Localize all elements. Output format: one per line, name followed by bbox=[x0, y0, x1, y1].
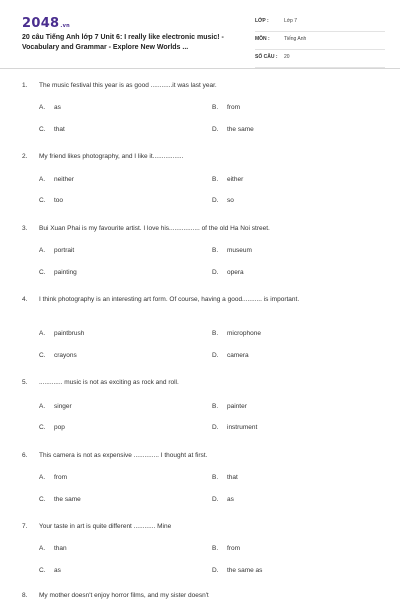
question-number: 5. bbox=[22, 379, 28, 386]
option-a[interactable] bbox=[39, 474, 67, 481]
meta-value: 20 bbox=[284, 54, 290, 60]
option-letter: C. bbox=[39, 197, 46, 204]
option-a[interactable] bbox=[39, 104, 61, 111]
option-text: too bbox=[54, 197, 64, 204]
option-text: microphone bbox=[227, 330, 261, 337]
option-text: from bbox=[227, 104, 240, 111]
site-logo[interactable] bbox=[22, 16, 70, 31]
document-title: 20 câu Tiếng Anh lớp 7 Unit 6: I really like electronic music! - Vocabulary and Grammar - Explore New Worlds ... bbox=[22, 34, 224, 51]
meta-row-subject bbox=[255, 36, 385, 50]
option-letter: C. bbox=[39, 269, 46, 276]
option-letter: D. bbox=[212, 269, 219, 276]
option-letter: C. bbox=[39, 126, 46, 133]
option-text: paintbrush bbox=[54, 330, 85, 337]
logo-tld: .vn bbox=[60, 23, 71, 29]
option-c[interactable] bbox=[39, 567, 61, 574]
meta-value: Lớp 7 bbox=[284, 18, 298, 24]
option-d[interactable] bbox=[212, 496, 234, 503]
option-letter: C. bbox=[39, 496, 46, 503]
option-letter: C. bbox=[39, 352, 46, 359]
option-b[interactable] bbox=[212, 330, 261, 337]
question-text: The music festival this year is as good ............it was last year. bbox=[39, 82, 217, 89]
option-text: museum bbox=[227, 247, 252, 254]
question-text: Your taste in art is quite different ............ Mine bbox=[39, 523, 172, 530]
document-meta bbox=[255, 18, 385, 72]
option-a[interactable] bbox=[39, 330, 84, 337]
question-stem bbox=[22, 452, 207, 459]
option-b[interactable] bbox=[212, 104, 240, 111]
question-text: Bui Xuan Phai is my favourite artist. I love his................. of the old Ha Noi street. bbox=[39, 225, 270, 232]
option-text: than bbox=[54, 545, 67, 552]
option-b[interactable] bbox=[212, 176, 243, 183]
option-text: portrait bbox=[54, 247, 75, 254]
option-text: that bbox=[54, 126, 65, 133]
option-text: instrument bbox=[227, 424, 258, 431]
question-number: 8. bbox=[22, 592, 28, 599]
option-text: as bbox=[54, 567, 61, 574]
option-text: painting bbox=[54, 269, 77, 276]
option-letter: D. bbox=[212, 197, 219, 204]
option-text: pop bbox=[54, 424, 65, 431]
meta-label: SỐ CÂU : bbox=[255, 54, 278, 60]
option-b[interactable] bbox=[212, 247, 252, 254]
option-c[interactable] bbox=[39, 197, 63, 204]
option-d[interactable] bbox=[212, 567, 262, 574]
option-a[interactable] bbox=[39, 545, 67, 552]
question-number: 1. bbox=[22, 82, 28, 89]
meta-row-count bbox=[255, 54, 385, 68]
option-c[interactable] bbox=[39, 126, 65, 133]
option-letter: B. bbox=[212, 176, 219, 183]
option-letter: A. bbox=[39, 104, 46, 111]
option-letter: A. bbox=[39, 176, 46, 183]
meta-label: MÔN : bbox=[255, 36, 270, 42]
question-text: My mother doesn't enjoy horror films, and my sister doesn't bbox=[39, 592, 209, 599]
option-letter: A. bbox=[39, 330, 46, 337]
option-text: either bbox=[227, 176, 244, 183]
option-text: the same bbox=[54, 496, 81, 503]
option-text: as bbox=[54, 104, 61, 111]
question-stem bbox=[22, 296, 299, 303]
option-letter: B. bbox=[212, 104, 219, 111]
question-stem bbox=[22, 82, 217, 89]
question-number: 7. bbox=[22, 523, 28, 530]
question-number: 2. bbox=[22, 153, 28, 160]
option-text: crayons bbox=[54, 352, 77, 359]
option-b[interactable] bbox=[212, 403, 247, 410]
question-number: 3. bbox=[22, 225, 28, 232]
option-d[interactable] bbox=[212, 352, 249, 359]
question-text: ............. music is not as exciting as rock and roll. bbox=[39, 379, 179, 386]
option-letter: D. bbox=[212, 126, 219, 133]
option-text: the same as bbox=[227, 567, 263, 574]
question-number: 4. bbox=[22, 296, 28, 303]
option-letter: A. bbox=[39, 403, 46, 410]
meta-value: Tiếng Anh bbox=[284, 36, 307, 42]
option-text: from bbox=[227, 545, 240, 552]
question-number: 6. bbox=[22, 452, 28, 459]
option-letter: D. bbox=[212, 496, 219, 503]
option-text: the same bbox=[227, 126, 254, 133]
option-text: neither bbox=[54, 176, 74, 183]
option-letter: D. bbox=[212, 567, 219, 574]
option-a[interactable] bbox=[39, 403, 72, 410]
option-c[interactable] bbox=[39, 496, 81, 503]
option-c[interactable] bbox=[39, 424, 65, 431]
option-letter: B. bbox=[212, 247, 219, 254]
option-d[interactable] bbox=[212, 197, 234, 204]
option-letter: D. bbox=[212, 352, 219, 359]
option-d[interactable] bbox=[212, 269, 244, 276]
option-text: singer bbox=[54, 403, 72, 410]
option-letter: B. bbox=[212, 403, 219, 410]
option-letter: A. bbox=[39, 545, 46, 552]
option-text: so bbox=[227, 197, 234, 204]
option-letter: B. bbox=[212, 474, 219, 481]
option-b[interactable] bbox=[212, 545, 240, 552]
option-text: opera bbox=[227, 269, 244, 276]
option-text: camera bbox=[227, 352, 249, 359]
question-stem bbox=[22, 523, 171, 530]
question-text: This camera is not as expensive .............. I thought at first. bbox=[39, 452, 208, 459]
option-c[interactable] bbox=[39, 352, 77, 359]
logo-text: 2048 bbox=[22, 16, 60, 31]
option-letter: B. bbox=[212, 330, 219, 337]
header-divider bbox=[0, 68, 400, 69]
option-a[interactable] bbox=[39, 176, 74, 183]
option-d[interactable] bbox=[212, 126, 254, 133]
option-text: as bbox=[227, 496, 234, 503]
question-stem bbox=[22, 153, 183, 160]
question-text: My friend likes photography, and I like it................. bbox=[39, 153, 184, 160]
document-header bbox=[0, 0, 400, 70]
meta-row-class bbox=[255, 18, 385, 32]
option-letter: B. bbox=[212, 545, 219, 552]
option-letter: A. bbox=[39, 474, 46, 481]
option-text: from bbox=[54, 474, 67, 481]
option-letter: C. bbox=[39, 424, 46, 431]
question-text: I think photography is an interesting art form. Of course, having a good........... is important. bbox=[39, 296, 300, 303]
option-letter: A. bbox=[39, 247, 46, 254]
question-stem bbox=[22, 225, 270, 232]
option-letter: C. bbox=[39, 567, 46, 574]
option-d[interactable] bbox=[212, 424, 257, 431]
option-a[interactable] bbox=[39, 247, 74, 254]
question-stem bbox=[22, 592, 209, 599]
option-text: painter bbox=[227, 403, 247, 410]
option-c[interactable] bbox=[39, 269, 77, 276]
option-b[interactable] bbox=[212, 474, 238, 481]
option-letter: D. bbox=[212, 424, 219, 431]
option-text: that bbox=[227, 474, 238, 481]
question-stem bbox=[22, 379, 179, 386]
meta-label: LỚP : bbox=[255, 18, 269, 24]
